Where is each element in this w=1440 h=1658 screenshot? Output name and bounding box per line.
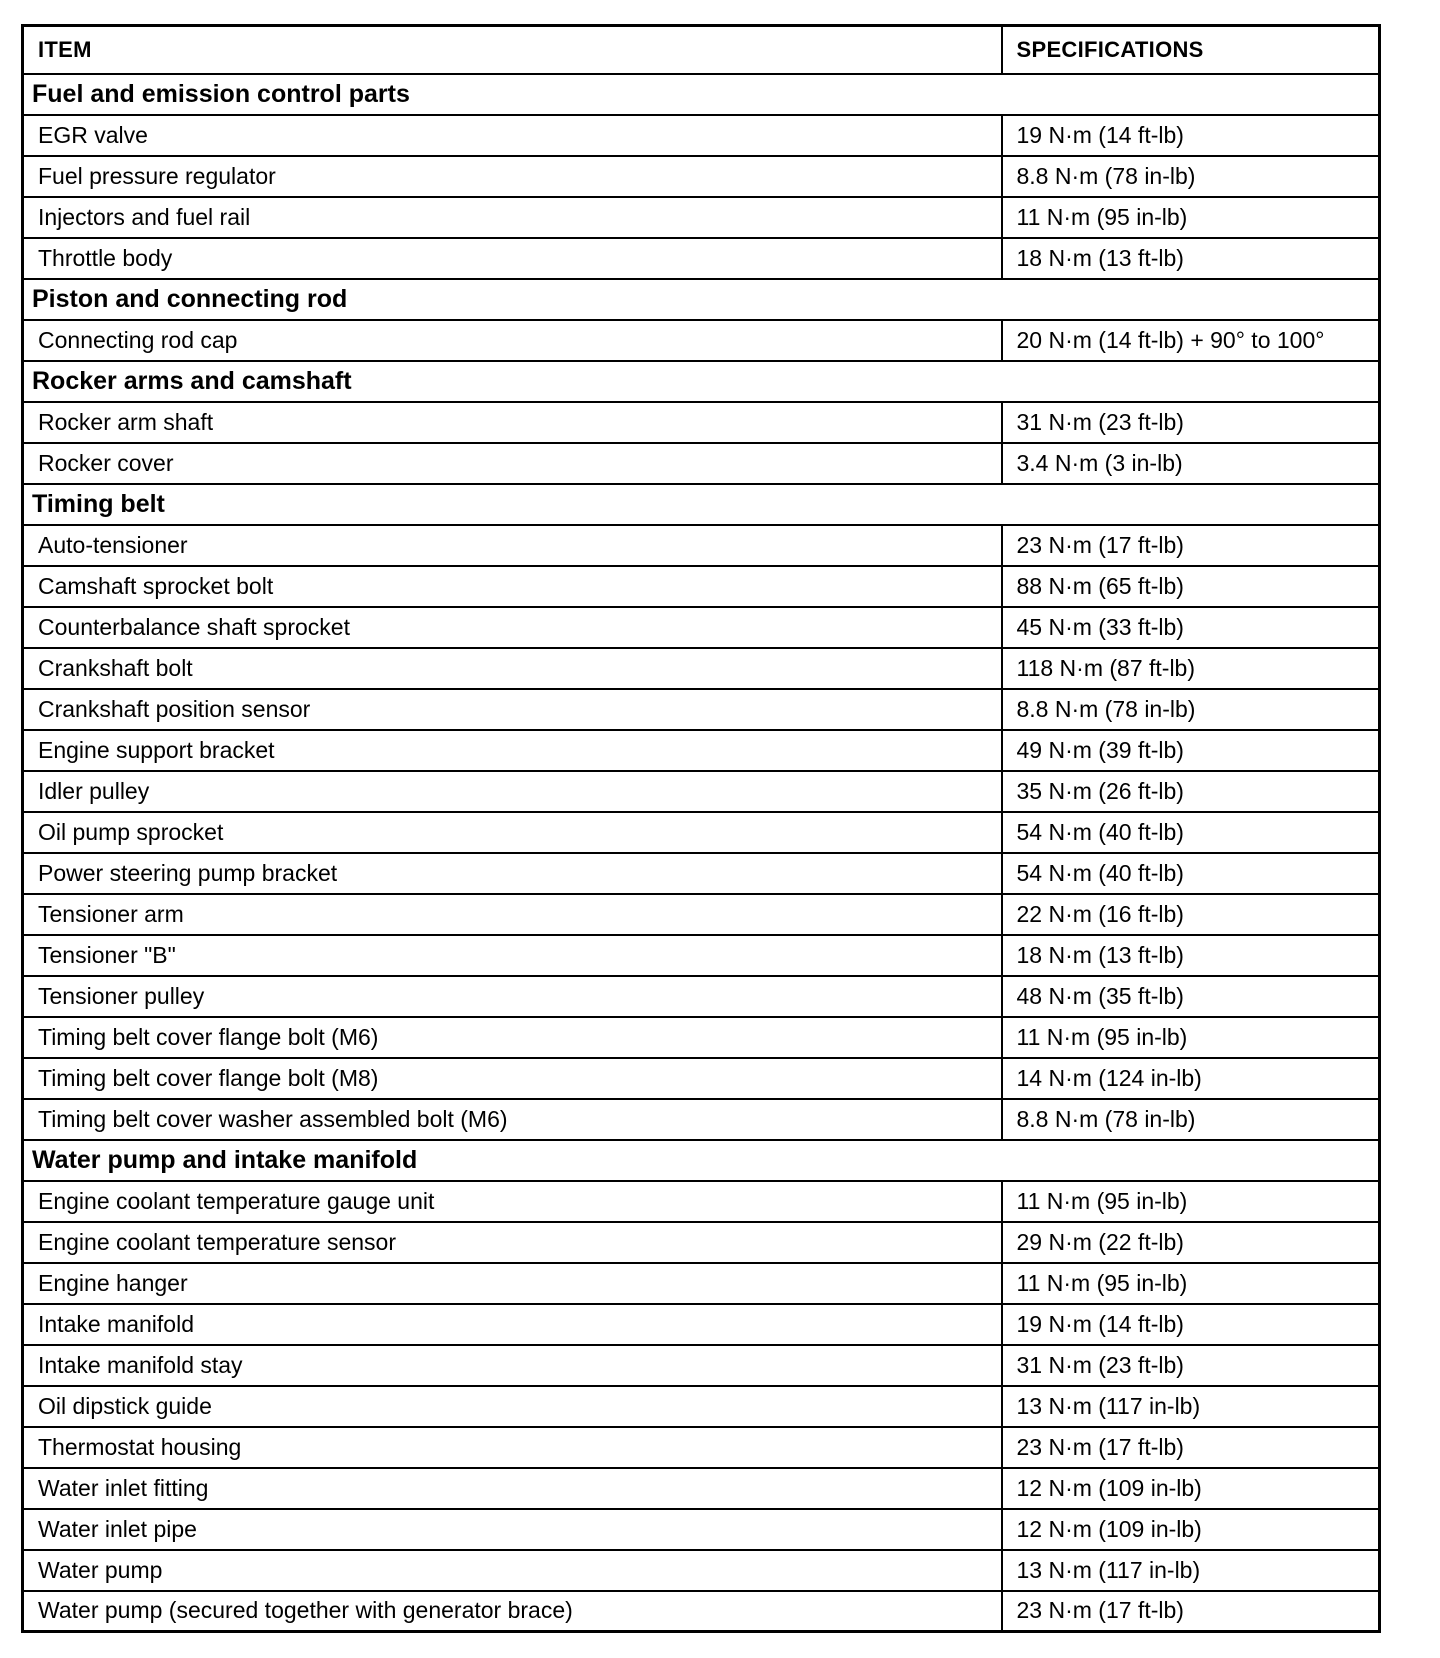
table-row bbox=[23, 771, 1380, 812]
item-cell: Timing belt cover flange bolt (M8) bbox=[23, 1058, 1002, 1099]
section-header-row bbox=[23, 279, 1380, 320]
item-cell: Rocker cover bbox=[23, 443, 1002, 484]
table-row bbox=[23, 1304, 1380, 1345]
section-title: Fuel and emission control parts bbox=[23, 74, 1380, 115]
specification-cell: 23 N·m (17 ft-lb) bbox=[1002, 1427, 1380, 1468]
table-row bbox=[23, 976, 1380, 1017]
table-row bbox=[23, 1345, 1380, 1386]
specification-cell: 54 N·m (40 ft-lb) bbox=[1002, 853, 1380, 894]
section-header-row bbox=[23, 361, 1380, 402]
item-cell: Idler pulley bbox=[23, 771, 1002, 812]
table-row bbox=[23, 1591, 1380, 1632]
table-row bbox=[23, 1550, 1380, 1591]
table-row bbox=[23, 525, 1380, 566]
table-row bbox=[23, 1263, 1380, 1304]
specification-cell: 48 N·m (35 ft-lb) bbox=[1002, 976, 1380, 1017]
item-cell: Tensioner pulley bbox=[23, 976, 1002, 1017]
item-cell: Fuel pressure regulator bbox=[23, 156, 1002, 197]
item-cell: Throttle body bbox=[23, 238, 1002, 279]
item-cell: Engine hanger bbox=[23, 1263, 1002, 1304]
item-cell: Intake manifold stay bbox=[23, 1345, 1002, 1386]
item-cell: Engine coolant temperature gauge unit bbox=[23, 1181, 1002, 1222]
table-row bbox=[23, 1386, 1380, 1427]
table-header-row bbox=[23, 26, 1380, 74]
table-row bbox=[23, 812, 1380, 853]
table-row bbox=[23, 1017, 1380, 1058]
item-column-header: ITEM bbox=[23, 26, 1002, 74]
table-row bbox=[23, 402, 1380, 443]
table-row bbox=[23, 320, 1380, 361]
specification-cell: 35 N·m (26 ft-lb) bbox=[1002, 771, 1380, 812]
item-cell: Engine coolant temperature sensor bbox=[23, 1222, 1002, 1263]
torque-spec-table bbox=[21, 24, 1381, 1633]
table-row bbox=[23, 1181, 1380, 1222]
table-row bbox=[23, 443, 1380, 484]
specification-cell: 31 N·m (23 ft-lb) bbox=[1002, 402, 1380, 443]
specification-cell: 18 N·m (13 ft-lb) bbox=[1002, 935, 1380, 976]
specification-cell: 12 N·m (109 in-lb) bbox=[1002, 1509, 1380, 1550]
item-cell: Oil dipstick guide bbox=[23, 1386, 1002, 1427]
specification-cell: 8.8 N·m (78 in-lb) bbox=[1002, 1099, 1380, 1140]
specification-cell: 23 N·m (17 ft-lb) bbox=[1002, 1591, 1380, 1632]
section-header-row bbox=[23, 484, 1380, 525]
specification-cell: 18 N·m (13 ft-lb) bbox=[1002, 238, 1380, 279]
item-cell: Timing belt cover flange bolt (M6) bbox=[23, 1017, 1002, 1058]
table-row bbox=[23, 1099, 1380, 1140]
item-cell: Water pump (secured together with generator brace) bbox=[23, 1591, 1002, 1632]
item-cell: Power steering pump bracket bbox=[23, 853, 1002, 894]
table-row bbox=[23, 1222, 1380, 1263]
item-cell: Water inlet pipe bbox=[23, 1509, 1002, 1550]
specification-cell: 49 N·m (39 ft-lb) bbox=[1002, 730, 1380, 771]
specification-cell: 19 N·m (14 ft-lb) bbox=[1002, 1304, 1380, 1345]
item-cell: Oil pump sprocket bbox=[23, 812, 1002, 853]
specification-cell: 11 N·m (95 in-lb) bbox=[1002, 1181, 1380, 1222]
table-row bbox=[23, 156, 1380, 197]
specification-cell: 23 N·m (17 ft-lb) bbox=[1002, 525, 1380, 566]
section-title: Water pump and intake manifold bbox=[23, 1140, 1380, 1181]
table-row bbox=[23, 894, 1380, 935]
item-cell: Intake manifold bbox=[23, 1304, 1002, 1345]
section-header-row bbox=[23, 1140, 1380, 1181]
table-row bbox=[23, 1427, 1380, 1468]
table-row bbox=[23, 115, 1380, 156]
item-cell: Thermostat housing bbox=[23, 1427, 1002, 1468]
item-cell: Timing belt cover washer assembled bolt (M6) bbox=[23, 1099, 1002, 1140]
table-row bbox=[23, 1509, 1380, 1550]
specification-cell: 20 N·m (14 ft-lb) + 90° to 100° bbox=[1002, 320, 1380, 361]
item-cell: EGR valve bbox=[23, 115, 1002, 156]
table-row bbox=[23, 689, 1380, 730]
item-cell: Rocker arm shaft bbox=[23, 402, 1002, 443]
specification-cell: 11 N·m (95 in-lb) bbox=[1002, 1263, 1380, 1304]
specification-cell: 13 N·m (117 in-lb) bbox=[1002, 1386, 1380, 1427]
section-title: Timing belt bbox=[23, 484, 1380, 525]
table-row bbox=[23, 1058, 1380, 1099]
specification-cell: 31 N·m (23 ft-lb) bbox=[1002, 1345, 1380, 1386]
specification-cell: 12 N·m (109 in-lb) bbox=[1002, 1468, 1380, 1509]
specification-cell: 22 N·m (16 ft-lb) bbox=[1002, 894, 1380, 935]
table-row bbox=[23, 607, 1380, 648]
table-row bbox=[23, 935, 1380, 976]
item-cell: Engine support bracket bbox=[23, 730, 1002, 771]
specification-cell: 19 N·m (14 ft-lb) bbox=[1002, 115, 1380, 156]
item-cell: Tensioner "B" bbox=[23, 935, 1002, 976]
table-row bbox=[23, 566, 1380, 607]
table-row bbox=[23, 648, 1380, 689]
specification-cell: 88 N·m (65 ft-lb) bbox=[1002, 566, 1380, 607]
item-cell: Water inlet fitting bbox=[23, 1468, 1002, 1509]
item-cell: Crankshaft position sensor bbox=[23, 689, 1002, 730]
table-row bbox=[23, 238, 1380, 279]
specification-cell: 8.8 N·m (78 in-lb) bbox=[1002, 689, 1380, 730]
item-cell: Auto-tensioner bbox=[23, 525, 1002, 566]
table-row bbox=[23, 1468, 1380, 1509]
specification-cell: 3.4 N·m (3 in-lb) bbox=[1002, 443, 1380, 484]
item-cell: Crankshaft bolt bbox=[23, 648, 1002, 689]
item-cell: Water pump bbox=[23, 1550, 1002, 1591]
table-body bbox=[23, 74, 1380, 1632]
item-cell: Camshaft sprocket bolt bbox=[23, 566, 1002, 607]
specification-cell: 29 N·m (22 ft-lb) bbox=[1002, 1222, 1380, 1263]
specification-cell: 14 N·m (124 in-lb) bbox=[1002, 1058, 1380, 1099]
specification-cell: 8.8 N·m (78 in-lb) bbox=[1002, 156, 1380, 197]
item-cell: Counterbalance shaft sprocket bbox=[23, 607, 1002, 648]
item-cell: Injectors and fuel rail bbox=[23, 197, 1002, 238]
table-row bbox=[23, 730, 1380, 771]
item-cell: Tensioner arm bbox=[23, 894, 1002, 935]
specifications-column-header: SPECIFICATIONS bbox=[1002, 26, 1380, 74]
table-row bbox=[23, 853, 1380, 894]
item-cell: Connecting rod cap bbox=[23, 320, 1002, 361]
table-row bbox=[23, 197, 1380, 238]
specification-cell: 11 N·m (95 in-lb) bbox=[1002, 197, 1380, 238]
specification-cell: 11 N·m (95 in-lb) bbox=[1002, 1017, 1380, 1058]
section-title: Rocker arms and camshaft bbox=[23, 361, 1380, 402]
specification-cell: 13 N·m (117 in-lb) bbox=[1002, 1550, 1380, 1591]
section-title: Piston and connecting rod bbox=[23, 279, 1380, 320]
specification-cell: 54 N·m (40 ft-lb) bbox=[1002, 812, 1380, 853]
specification-cell: 118 N·m (87 ft-lb) bbox=[1002, 648, 1380, 689]
specification-cell: 45 N·m (33 ft-lb) bbox=[1002, 607, 1380, 648]
section-header-row bbox=[23, 74, 1380, 115]
